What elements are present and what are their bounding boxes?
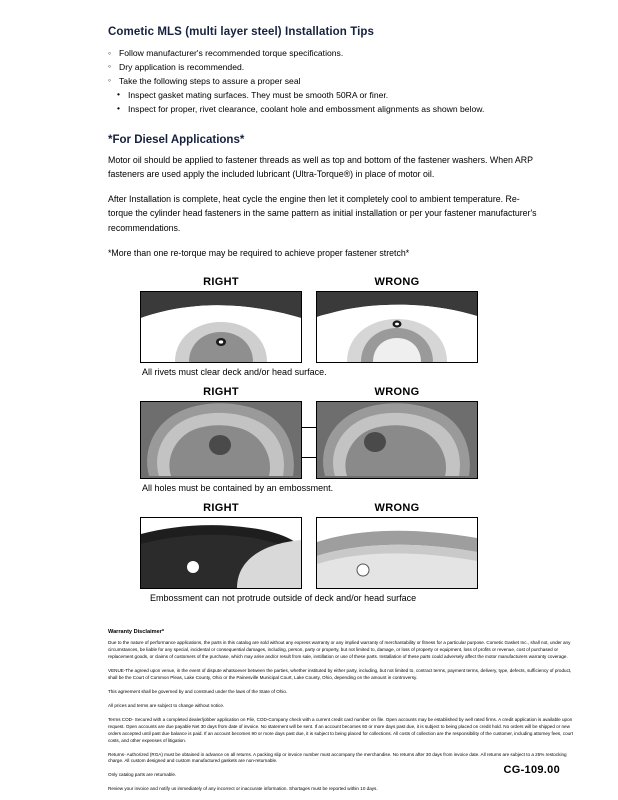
warranty-paragraph: Terms COD- Secured with a completed dealer/jobber application on File, COD-Company check with a current credit card number on file. Open accounts may be established by well rated firms. A credit application is available upon request. Open accounts are due payable Net 30 days from date of invoice. No statement will be sent. If an account becomes 60 or more days past due, it is subject to being placed on credit hold. No orders will be shipped or new orders accepted until past due balance is paid. If an account becomes 90 or more days past due, it is subject to being placed for collections. All costs of collection are the responsibility of the customer, including attorney fees, court costs, and other expenses of litigation. <box>108 716 573 743</box>
figure-holes-right <box>140 386 302 479</box>
diesel-section-heading: *For Diesel Applications* <box>108 133 245 146</box>
figure-label-right: RIGHT <box>203 501 239 514</box>
figure-label-wrong: WRONG <box>374 275 420 288</box>
figure-image-holes-right <box>140 401 302 479</box>
figure-image-rivets-right <box>140 291 302 363</box>
installation-sub-tips-list <box>108 89 574 117</box>
figure-image-rivets-wrong <box>316 291 478 363</box>
retorque-note: *More than one re-torque may be required to achieve proper fastener stretch* <box>108 247 410 258</box>
figure-holes-wrong <box>316 386 478 479</box>
list-item: ◦ Dry application is recommended. <box>108 61 574 75</box>
installation-tips-list <box>108 47 574 89</box>
figure-embossment-wrong <box>316 502 478 589</box>
diesel-paragraph-2: After Installation is complete, heat cycle the engine then let it completely cool to ambient temperature. Re-torque the cylinder head fasteners in the same pattern as initial installation or per your fastener manufacturer's recommendations. <box>108 194 537 233</box>
warranty-heading: Warranty Disclaimer* <box>108 628 165 635</box>
page-title: Cometic MLS (multi layer steel) Installation Tips <box>108 26 375 38</box>
figures-section <box>44 276 574 603</box>
figure-label-wrong: WRONG <box>374 385 420 398</box>
warranty-paragraph: Review your invoice and notify us immediately of any incorrect or inaccurate information. Shortages must be reported within 10 days. <box>108 786 378 792</box>
diesel-paragraph-1: Motor oil should be applied to fastener threads as well as top and bottom of the fastener washers. When ARP fasteners are used apply the included lubricant (Ultra-Torque®) in place of motor oil. <box>108 154 533 179</box>
list-item: ◦ Follow manufacturer's recommended torque specifications. <box>108 47 574 61</box>
figure-label-right: RIGHT <box>203 275 239 288</box>
figure-image-embossment-right <box>140 517 302 589</box>
warranty-paragraph: Only catalog parts are returnable. <box>108 772 177 778</box>
list-item: ◦ Take the following steps to assure a proper seal <box>108 75 574 89</box>
warranty-paragraph: Due to the nature of performance applications, the parts in this catalog are sold without any express warranty or any implied warranty of merchantability or fitness for a particular purpose. Cometic Gasket Inc., shall not, under any circumstances, be liable for any special, incidental or consequential damages, including, person, party or property, but not limited to, damage, or loss of property or equipment, loss of profits or revenue, cost of purchased or replacement goods, or claims of customers of the purchase, which may arise and/or result from sale, instillation or use of these parts. Installation of these parts could adversely affect the motor manufacturers warranty coverage. <box>108 639 571 659</box>
figure-label-right: RIGHT <box>203 385 239 398</box>
figure-image-holes-wrong <box>316 401 478 479</box>
figure-image-embossment-wrong <box>316 517 478 589</box>
warranty-paragraph: Returns- Authorized (RGA) must be obtained in advance on all returns. A packing slip or invoice number must accompany the merchandise. No returns after 30 days from invoice date. All returns are subject to a 25% restocking charge. All custom designed and custom manufactured gaskets are non-returnable. <box>108 751 567 764</box>
list-item: • Inspect for proper, rivet clearance, coolant hole and embossment alignments as shown below. <box>108 103 574 117</box>
figure-label-wrong: WRONG <box>374 501 420 514</box>
document-number: CG-109.00 <box>503 764 560 776</box>
warranty-paragraph: VENUE-The agreed upon venue, in the event of dispute whatsoever between the parties, whether instituted by either party, including, but not limited to, contract terms, payment terms, delivery, type, defects, sufficiency of product, shall be the Court of Common Pleas, Lake County, Ohio or the Painesville Municipal Court, Lake County, Ohio, depending on the amount in controversy. <box>108 667 572 680</box>
list-item: • Inspect gasket mating surfaces. They must be smooth 50RA or finer. <box>108 89 574 103</box>
figure-rivets-wrong <box>316 276 478 363</box>
figure-row-holes <box>44 386 574 479</box>
figure-rivets-right <box>140 276 302 363</box>
figure-caption-rivets: All rivets must clear deck and/or head surface. <box>142 366 327 377</box>
warranty-paragraph: All prices and terms are subject to change without notice. <box>108 702 225 708</box>
figure-row-rivets <box>44 276 574 363</box>
warranty-paragraph: This agreement shall be governed by and construed under the laws of the State of Ohio. <box>108 688 288 694</box>
figure-caption-embossment: Embossment can not protrude outside of deck and/or head surface <box>150 592 417 603</box>
figure-row-embossment <box>44 502 574 589</box>
figure-caption-holes: All holes must be contained by an embossment. <box>142 482 334 493</box>
figure-embossment-right <box>140 502 302 589</box>
